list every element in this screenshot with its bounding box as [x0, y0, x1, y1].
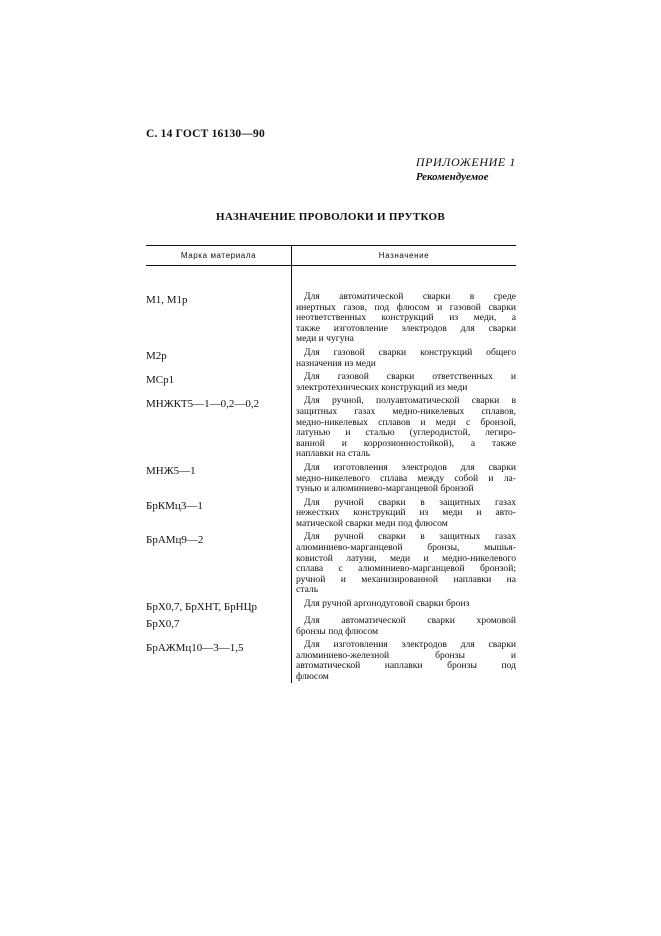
purpose-line: Для изготовления электродов для сварки: [304, 639, 516, 651]
purpose-line: Для изготовления электродов для сварки: [304, 461, 516, 473]
purpose-line: защитных газах медно-никелевых сплавов,: [296, 405, 516, 417]
purpose-line: ковистой латуни, меди и медно-никелевого: [296, 552, 516, 564]
purpose-cell: [291, 616, 516, 637]
purpose-line: сплава с алюминиево-марганцевой бронзой;: [296, 563, 516, 575]
purpose-line: электротехнических конструкций из меди: [296, 381, 468, 393]
material-grade: М2р: [146, 349, 167, 362]
purpose-cell: [291, 599, 516, 613]
purpose-line: неответственных конструкций из меди, а: [296, 312, 516, 324]
column-header-purpose: Назначение: [378, 251, 430, 260]
purpose-line: Для ручной сварки в защитных газах: [304, 531, 516, 543]
material-grade: МНЖ5—1: [146, 464, 196, 477]
purpose-line: Для автоматической сварки в среде: [304, 291, 516, 302]
purpose-line: также изготовление электродов для сварки: [296, 322, 516, 334]
purpose-cell: [291, 292, 516, 345]
purpose-line: алюминиево-марганцевой бронзы, мышья-: [296, 542, 516, 554]
purpose-cell: [291, 372, 516, 393]
table-row: [146, 640, 516, 682]
purpose-line: матической сварки меди под флюсом: [296, 517, 448, 529]
table-row: [146, 372, 516, 393]
purpose-line: ручной и механизированной наплавки на: [296, 573, 516, 585]
page-header: С. 14 ГОСТ 16130—90: [146, 128, 265, 140]
table-row: [146, 396, 516, 460]
purpose-cell: [291, 348, 516, 369]
material-grade: МНЖКТ5—1—0,2—0,2: [146, 398, 260, 411]
table-row: [146, 463, 516, 495]
table-row: [146, 292, 516, 345]
table-row: [146, 616, 516, 637]
purpose-line: флюсом: [296, 671, 329, 682]
purpose-line: Для ручной, полуавтоматической сварки в: [304, 395, 516, 407]
material-grade: БрХ0,7, БрХНТ, БрНЦр: [146, 601, 258, 614]
table-row: [146, 532, 516, 596]
purpose-cell: [291, 463, 516, 495]
purpose-line: Для газовой сварки конструкций общего: [304, 346, 516, 358]
purpose-line: алюминиево-железной бронзы и: [296, 649, 516, 661]
purpose-line: инертных газов, под флюсом и газовой сварки: [296, 301, 516, 313]
material-grade: М1, М1р: [146, 294, 188, 306]
material-grade: БрКМц3—1: [146, 499, 203, 512]
table-body: [146, 266, 516, 683]
purpose-line: нежестких конструкций из меди и авто-: [296, 507, 516, 519]
material-grade: БрАЖМц10—3—1,5: [146, 642, 244, 655]
purpose-line: тунью и алюминиево-марганцевой бронзой: [296, 483, 474, 495]
material-grade: МСр1: [146, 374, 175, 387]
material-grade: БрАМц9—2: [146, 534, 204, 547]
purpose-cell: [291, 396, 516, 460]
table-header: [146, 245, 516, 266]
appendix-title: ПРИЛОЖЕНИЕ 1: [415, 155, 516, 169]
purpose-line: автоматической наплавки бронзы под: [296, 660, 516, 672]
purpose-cell: [291, 640, 516, 682]
purpose-line: Для ручной сварки в защитных газах: [304, 496, 516, 508]
purpose-line: Для ручной аргонодуговой сварки бронз: [304, 598, 470, 610]
purpose-line: бронзы под флюсом: [296, 625, 379, 637]
purpose-line: назначения из меди: [296, 357, 376, 369]
purpose-line: медно-никелевого сплава между собой и ла-: [296, 472, 516, 484]
purpose-line: Для газовой сварки ответственных и: [304, 371, 516, 383]
document-title: НАЗНАЧЕНИЕ ПРОВОЛОКИ И ПРУТКОВ: [216, 211, 445, 223]
purpose-line: Для автоматической сварки хромовой: [304, 615, 516, 627]
purpose-cell: [291, 532, 516, 596]
purpose-line: меди и чугуна: [296, 333, 354, 345]
table-row: [146, 498, 516, 530]
material-grade: БрХ0,7: [146, 618, 180, 631]
purpose-cell: [291, 498, 516, 530]
purpose-line: сталь: [296, 584, 319, 596]
purpose-line: латунью и сталью (углеродистой, легиро-: [296, 427, 516, 439]
appendix-subtitle: Рекомендуемое: [415, 171, 489, 183]
column-header-grade: Марка материала: [146, 246, 292, 265]
purpose-table: [146, 245, 516, 683]
table-row: [146, 348, 516, 369]
purpose-line: медно-никелевых сплавов и меди с бронзой,: [296, 416, 516, 428]
purpose-line: ванной и коррозионностойкой), а также: [296, 437, 516, 449]
purpose-line: наплавки на сталь: [296, 448, 371, 460]
table-row: [146, 599, 516, 613]
appendix-label: [416, 155, 516, 183]
